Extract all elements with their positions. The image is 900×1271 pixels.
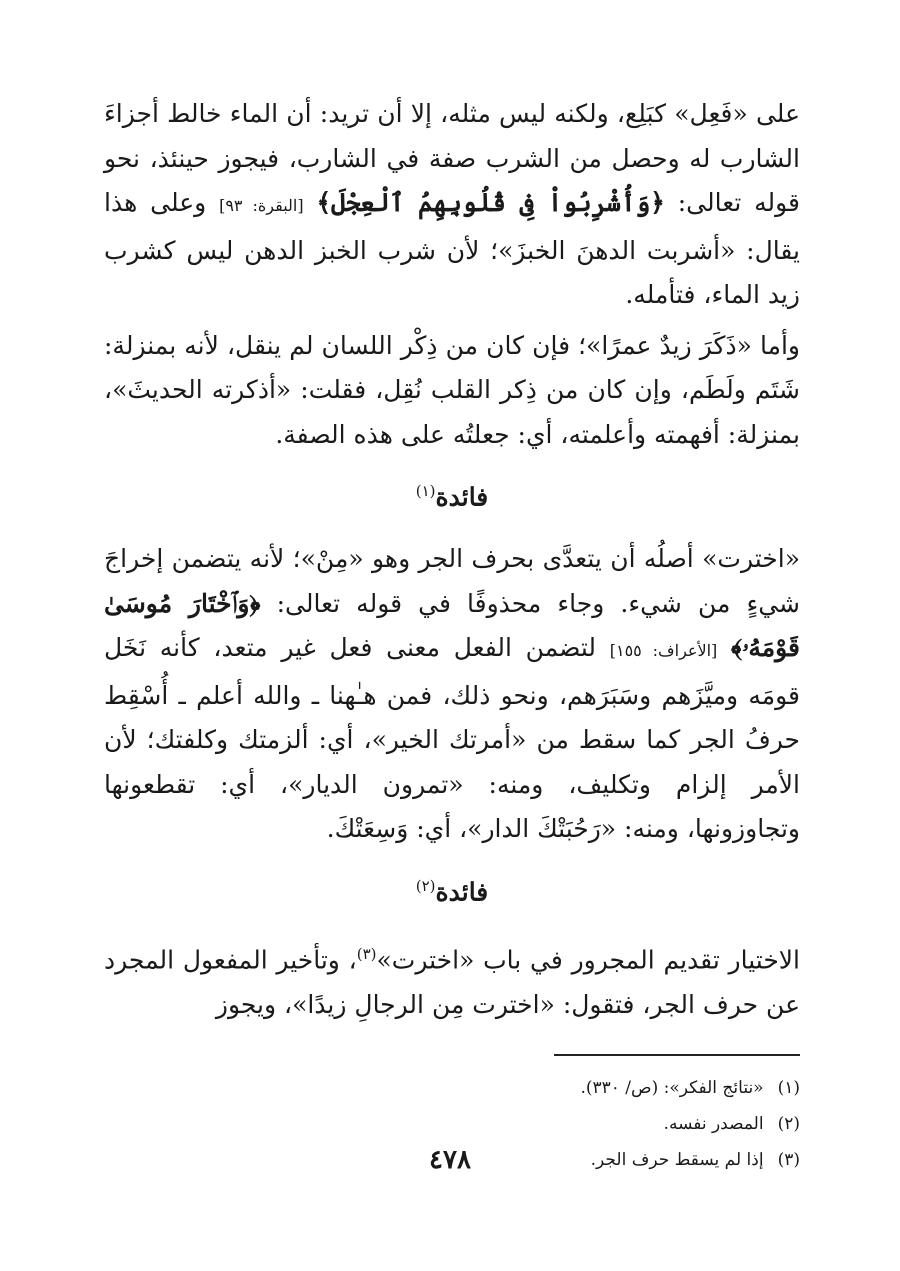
footnote-1 xyxy=(104,1070,800,1106)
verse-reference-araf: [الأعراف: ١٥٥] xyxy=(609,641,718,661)
page-number: ٤٧٨ xyxy=(429,1145,471,1175)
verse-reference-baqara: [البقرة: ٩٣] xyxy=(219,196,304,215)
footnote-1-number: (١) xyxy=(777,1078,800,1099)
footnote-2-text: المصدر نفسه. xyxy=(663,1114,764,1135)
section-heading-1 xyxy=(104,471,800,517)
footnote-2-number: (٢) xyxy=(777,1114,800,1135)
section-heading-1-text: فائدة xyxy=(435,482,489,512)
footnote-2 xyxy=(104,1106,800,1142)
section-heading-2 xyxy=(104,866,800,912)
footnote-3-number: (٣) xyxy=(777,1150,800,1171)
paragraph-3-text-b: لتضمن الفعل معنى فعل غير متعد، كأنه نَخَل قومَه وميَّزَهم وسَبَرَهم، ونحو ذلك، فمن هـٰهنا ـ والله أعلم ـ أُسْقِط حرفُ الجر كما سقط من «أمرتك الخير»، أي: ألزمتك وكلفتك؛ لأن الأمر إلزام وتكليف، ومنه: «تمرون الديار»، أي: تقطعونها وتجاوزونها، ومنه: «رَحُبَتْكَ الدار»، أي: وَسِعَتْكَ. xyxy=(104,633,800,844)
paragraph-2-text: وأما «ذَكَرَ زيدٌ عمرًا»؛ فإن كان من ذِكْر اللسان لم ينقل، لأنه بمنزلة: شَتَم ولَطَم، وإن كان من ذِكر القلب نُقِل، فقلت: «أذكرته الحديثَ»، بمنزلة: أفهمته وأعلمته، أي: جعلتُه على هذه الصفة. xyxy=(104,330,800,449)
footnote-3-text: إذا لم يسقط حرف الجر. xyxy=(590,1150,764,1171)
paragraph-4-text-a: الاختيار تقديم المجرور في باب «اخترت» xyxy=(376,945,800,975)
quran-verse-baqara: ﴿وَأُشْرِبُواْ فِى قُلُوبِهِمُ ٱلْعِجْلَ﴾ xyxy=(316,188,665,217)
footnote-ref-2: (٢) xyxy=(415,876,436,895)
footnote-ref-1: (١) xyxy=(415,482,436,500)
section-heading-2-text: فائدة xyxy=(435,877,489,907)
footnote-divider xyxy=(554,1054,800,1056)
paragraph-1-text-a: على «فَعِل» كبَلِع، ولكنه ليس مثله، إلا أن تريد: أن الماء خالط أجزاءَ الشارب له وحصل من الشرب صفة في الشارب، فيجوز حينئذ، نحو قوله تعالى: xyxy=(104,99,801,217)
paragraph-4 xyxy=(104,932,800,1027)
paragraph-1-text-b: وعلى هذا يقال: «أشربت الدهنَ الخبزَ»؛ لأن شرب الخبز الدهن ليس كشرب زيد الماء، فتأمله. xyxy=(104,188,800,309)
paragraph-1 xyxy=(104,92,800,318)
paragraph-3-text-a: «اخترت» أصلُه أن يتعدَّى بحرف الجر وهو «مِنْ»؛ لأنه يتضمن إخراجَ شيءٍ من شيء. وجاء محذوفًا في قوله تعالى: xyxy=(104,544,800,618)
quran-verse-araf: ﴿وَٱخْتَارَ مُوسَىٰ قَوْمَهُۥ﴾ xyxy=(104,588,801,663)
footnote-1-text: «نتائج الفكر»: (ص/ ٣٣٠). xyxy=(580,1078,764,1099)
footnote-ref-3: (٣) xyxy=(356,945,377,964)
paragraph-2 xyxy=(104,324,800,458)
paragraph-3 xyxy=(104,537,800,852)
paragraph-4-text-b: ، وتأخير المفعول المجرد عن حرف الجر، فتقول: «اخترت مِن الرجالِ زيدًا»، ويجوز xyxy=(104,945,800,1019)
